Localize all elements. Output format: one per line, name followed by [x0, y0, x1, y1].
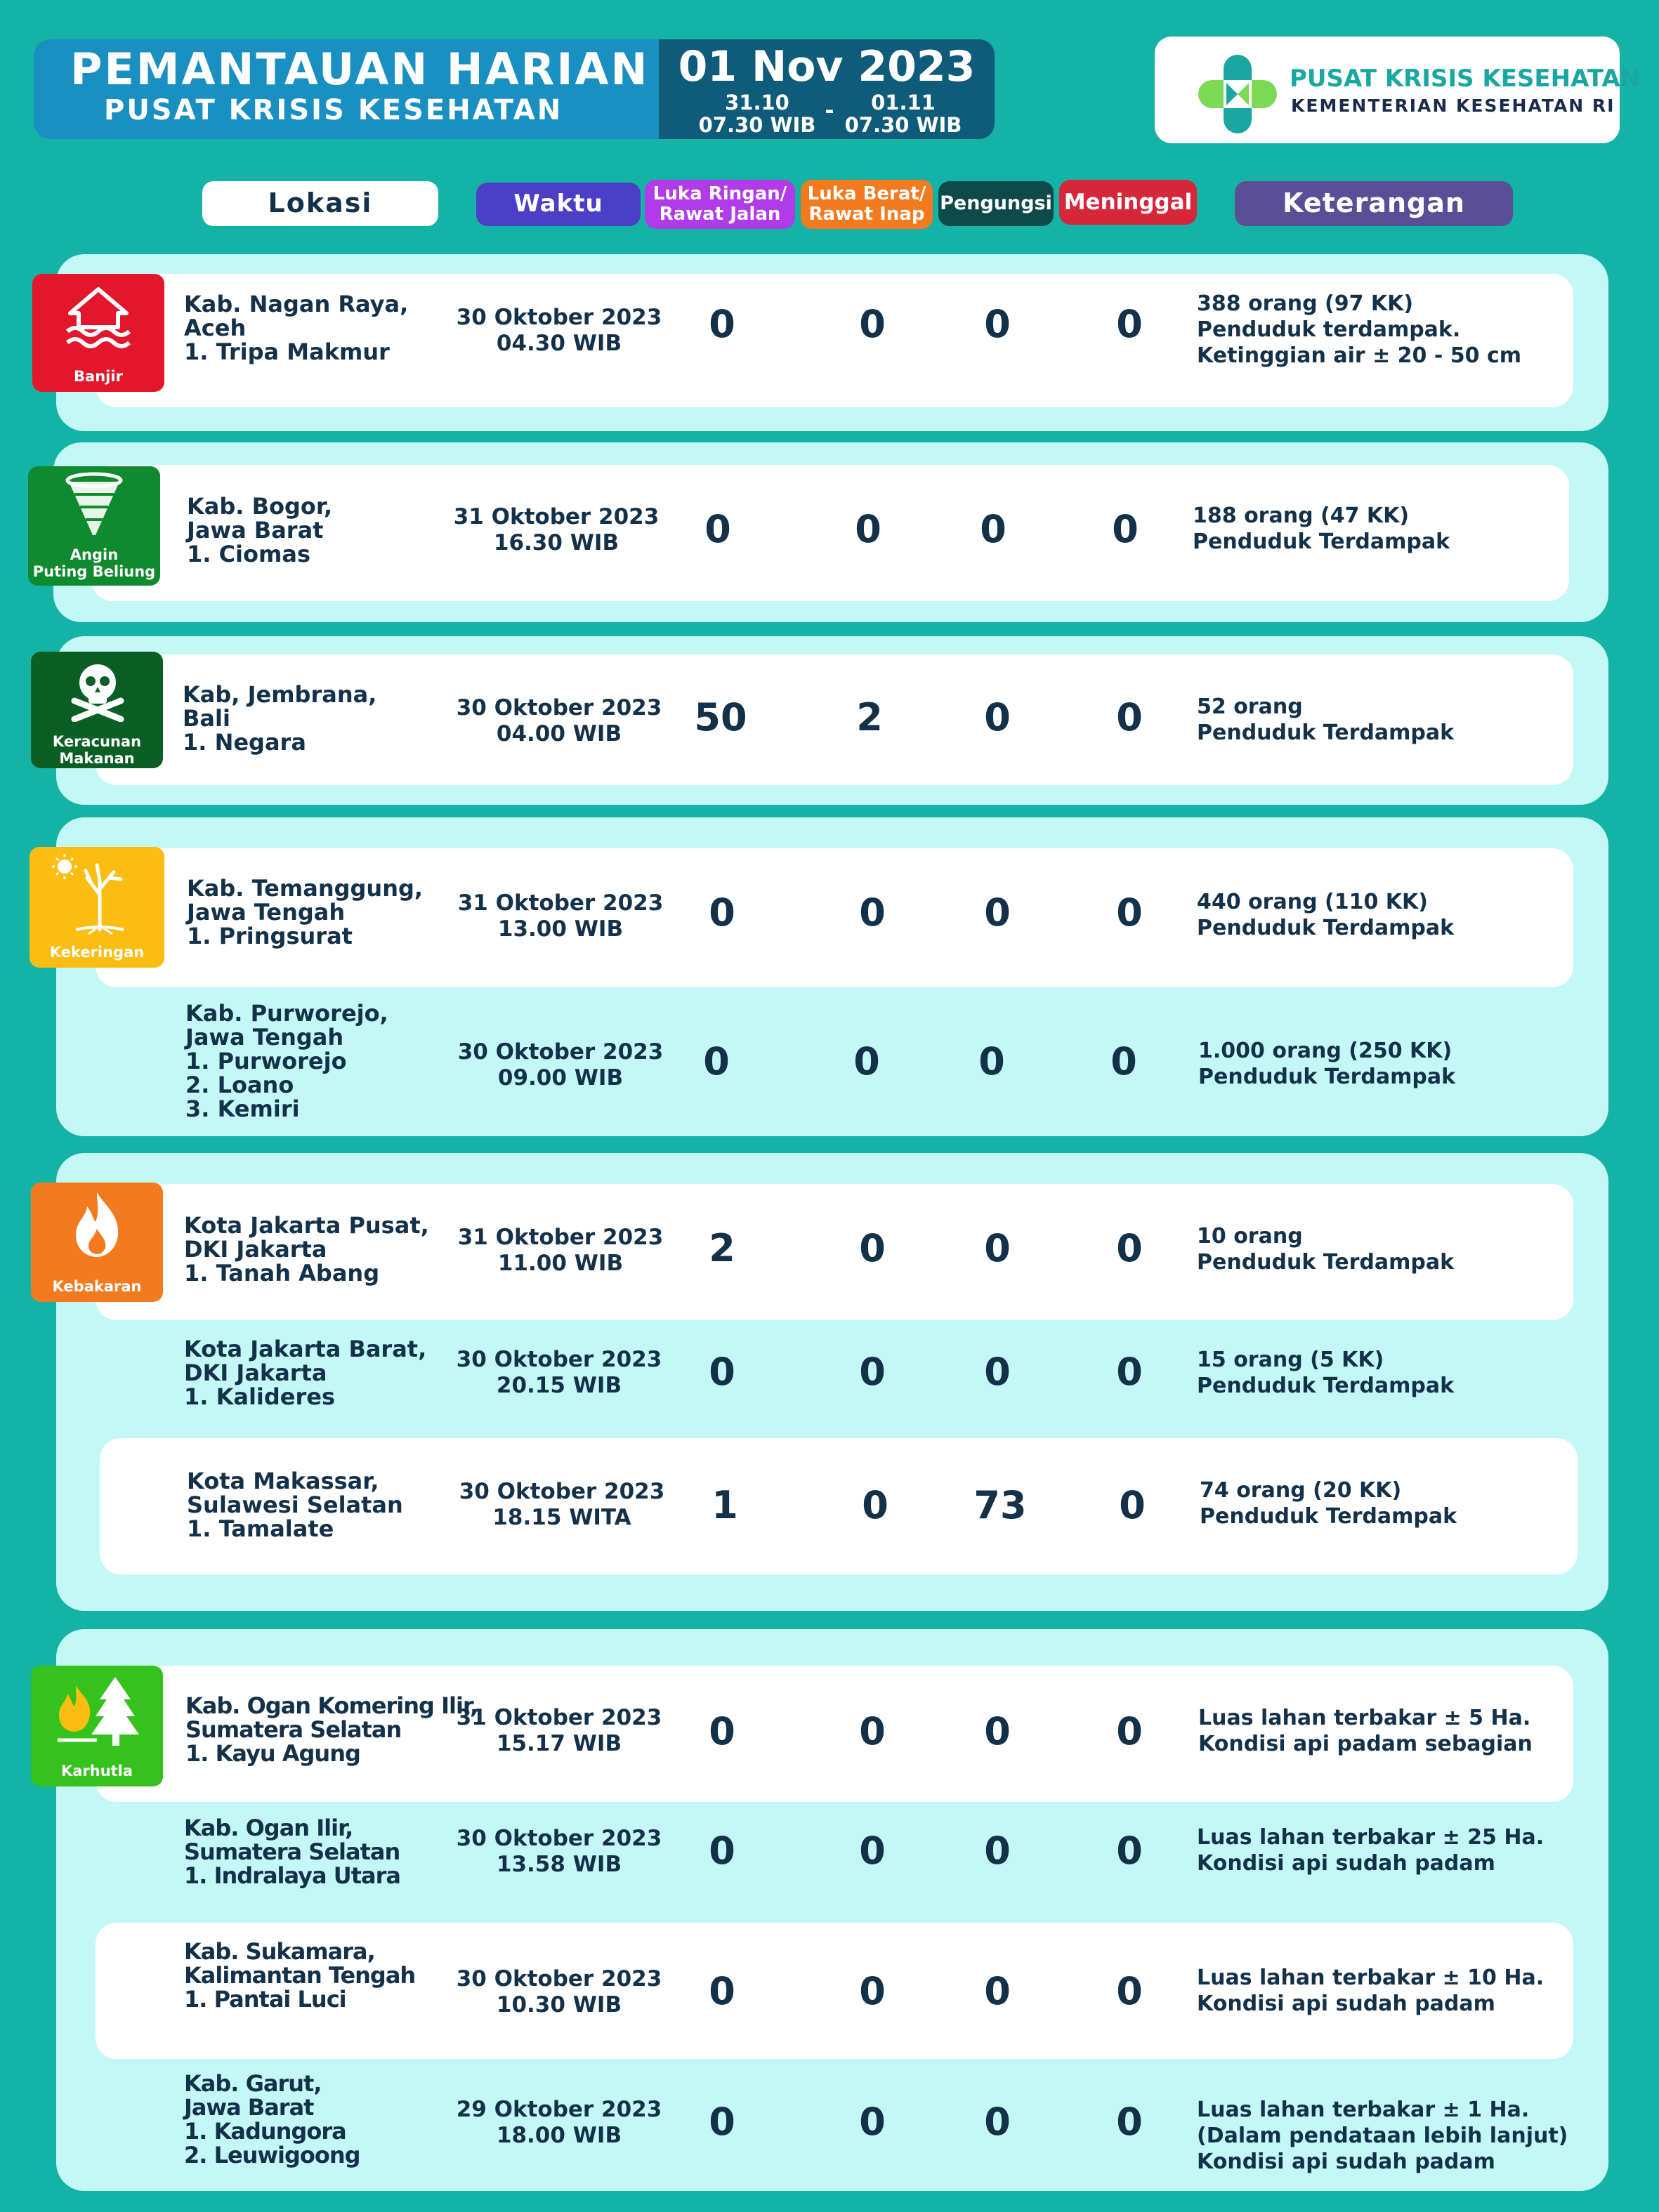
col-header-lokasi: Lokasi [202, 181, 438, 226]
row-meninggal: 0 [1116, 1709, 1143, 1753]
row-luka-ringan: 0 [709, 1969, 735, 2013]
title-banner [34, 39, 659, 139]
date-banner [659, 39, 995, 139]
badge-keracunan [31, 652, 163, 768]
badge-karhutla [31, 1666, 163, 1786]
row-luka-berat: 0 [859, 1226, 886, 1270]
col-header-keterangan: Keterangan [1235, 181, 1513, 226]
row-luka-berat: 0 [859, 2100, 886, 2144]
row-keterangan: 188 orang (47 KK) Penduduk Terdampak [1193, 503, 1450, 554]
row-luka-ringan: 1 [712, 1483, 738, 1527]
badge-label: Angin Puting Beliung [32, 546, 156, 580]
row-luka-berat: 2 [856, 695, 883, 739]
row-time: 30 Oktober 2023 20.15 WIB [456, 1347, 662, 1398]
row-keterangan: Luas lahan terbakar ± 10 Ha. Kondisi api sudah padam [1197, 1966, 1545, 2016]
row-luka-ringan: 0 [709, 1350, 735, 1394]
badge-label: Kekeringan [49, 944, 145, 961]
badge-label: Kebakaran [52, 1278, 142, 1295]
logo-box [1155, 37, 1641, 143]
row-location: Kota Jakarta Pusat, DKI Jakarta 1. Tanah Abang [184, 1212, 429, 1286]
row-luka-ringan: 0 [709, 2100, 735, 2144]
poison-skull-icon [66, 659, 129, 722]
row-luka-berat: 0 [859, 302, 886, 346]
row-location: Kab. Sukamara, Kalimantan Tengah 1. Pantai Luci [184, 1938, 416, 2013]
fire-icon [69, 1190, 125, 1260]
row-meninggal: 0 [1116, 2100, 1143, 2144]
col-header-pengungsi: Pengungsi [938, 181, 1054, 226]
row-time: 30 Oktober 2023 09.00 WIB [457, 1039, 664, 1091]
drought-tree-icon [51, 852, 142, 935]
row-keterangan: 15 orang (5 KK) Penduduk Terdampak [1197, 1348, 1455, 1398]
row-luka-ringan: 0 [709, 302, 735, 346]
row-time: 30 Oktober 2023 10.30 WIB [456, 1966, 662, 2017]
row-pengungsi: 0 [984, 890, 1011, 935]
row-luka-ringan: 2 [709, 1226, 735, 1270]
row-keterangan: 440 orang (110 KK) Penduduk Terdampak [1197, 890, 1455, 940]
logo-subtitle: KEMENTERIAN KESEHATAN RI [1291, 96, 1615, 116]
badge-kekeringan [29, 847, 164, 968]
row-meninggal: 0 [1116, 1829, 1143, 1873]
row-keterangan: Luas lahan terbakar ± 25 Ha. Kondisi api sudah padam [1197, 1825, 1545, 1876]
row-location: Kab. Nagan Raya, Aceh 1. Tripa Makmur [184, 291, 409, 365]
row-meninggal: 0 [1119, 1483, 1146, 1527]
row-luka-berat: 0 [859, 1350, 886, 1394]
row-luka-berat: 0 [859, 1829, 886, 1873]
row-luka-ringan: 0 [703, 1039, 730, 1084]
page-subtitle: PUSAT KRISIS KESEHATAN [104, 94, 563, 126]
col-header-luka-ringan: Luka Ringan/ Rawat Jalan [645, 180, 795, 229]
row-meninggal: 0 [1110, 1039, 1137, 1084]
row-location: Kab. Temanggung, Jawa Tengah 1. Pringsurat [187, 875, 424, 949]
badge-label: Keracunan Makanan [52, 733, 142, 767]
row-keterangan: 1.000 orang (250 KK) Penduduk Terdampak [1198, 1039, 1456, 1089]
row-pengungsi: 0 [984, 1829, 1011, 1873]
row-location: Kab. Purworejo, Jawa Tengah 1. Purworejo 2. Loano 3. Kemiri [185, 1000, 388, 1122]
row-luka-ringan: 50 [694, 695, 747, 739]
row-location: Kab. Garut, Jawa Barat 1. Kadungora 2. Leuwigoong [184, 2070, 360, 2168]
row-pengungsi: 0 [984, 302, 1011, 346]
forest-fire-icon [55, 1673, 142, 1749]
row-meninggal: 0 [1116, 1350, 1143, 1394]
row-time: 30 Oktober 2023 13.58 WIB [456, 1826, 662, 1877]
row-keterangan: 388 orang (97 KK) Penduduk terdampak. Ketinggian air ± 20 - 50 cm [1197, 291, 1521, 368]
row-luka-berat: 0 [853, 1039, 880, 1084]
row-keterangan: Luas lahan terbakar ± 5 Ha. Kondisi api padam sebagian [1198, 1706, 1533, 1756]
row-location: Kab, Jembrana, Bali 1. Negara [183, 681, 377, 756]
row-pengungsi: 0 [978, 1039, 1005, 1084]
row-pengungsi: 0 [984, 1969, 1011, 2013]
range-from: 31.10 07.30 WIB [698, 91, 816, 137]
row-pengungsi: 0 [980, 507, 1006, 551]
row-meninggal: 0 [1112, 507, 1139, 551]
row-location: Kab. Bogor, Jawa Barat 1. Ciomas [187, 493, 333, 567]
row-pengungsi: 0 [984, 1226, 1011, 1270]
row-time: 31 Oktober 2023 15.17 WIB [456, 1705, 662, 1756]
row-location: Kab. Ogan Komering Ilir, Sumatera Selatan 1. Kayu Agung [185, 1692, 478, 1767]
badge-kebakaran [31, 1183, 163, 1302]
badge-label: Karhutla [60, 1763, 133, 1779]
row-time: 31 Oktober 2023 13.00 WIB [457, 890, 664, 942]
row-time: 31 Oktober 2023 11.00 WIB [457, 1225, 664, 1276]
row-luka-berat: 0 [859, 1969, 886, 2013]
report-date: 01 Nov 2023 [678, 42, 976, 91]
row-time: 30 Oktober 2023 18.15 WITA [459, 1479, 665, 1530]
row-meninggal: 0 [1116, 302, 1143, 346]
row-luka-berat: 0 [859, 1709, 886, 1753]
col-header-luka-berat: Luka Berat/ Rawat Inap [801, 180, 933, 229]
row-pengungsi: 0 [984, 1350, 1011, 1394]
row-luka-berat: 0 [862, 1483, 888, 1527]
row-meninggal: 0 [1116, 1226, 1143, 1270]
badge-banjir [32, 274, 164, 392]
badge-angin [28, 466, 160, 586]
range-to: 01.11 07.30 WIB [844, 91, 962, 137]
col-header-meninggal: Meninggal [1059, 180, 1197, 225]
row-keterangan: 10 orang Penduduk Terdampak [1197, 1224, 1455, 1275]
row-pengungsi: 0 [984, 2100, 1011, 2144]
row-pengungsi: 0 [984, 1709, 1011, 1753]
logo-title: PUSAT KRISIS KESEHATAN [1290, 65, 1641, 93]
col-header-waktu: Waktu [476, 183, 641, 226]
row-keterangan: 74 orang (20 KK) Penduduk Terdampak [1200, 1478, 1457, 1529]
row-luka-berat: 0 [859, 890, 886, 935]
row-pengungsi: 73 [973, 1483, 1027, 1527]
row-time: 29 Oktober 2023 18.00 WIB [456, 2097, 662, 2148]
row-time: 31 Oktober 2023 16.30 WIB [453, 504, 660, 555]
row-location: Kab. Ogan Ilir, Sumatera Selatan 1. Indralaya Utara [184, 1815, 400, 1889]
flood-icon [65, 284, 132, 351]
row-time: 30 Oktober 2023 04.30 WIB [456, 305, 662, 356]
row-pengungsi: 0 [984, 695, 1011, 739]
row-luka-ringan: 0 [709, 1709, 735, 1753]
row-luka-ringan: 0 [704, 507, 731, 551]
page-title: PEMANTAUAN HARIAN [70, 44, 650, 95]
row-luka-berat: 0 [855, 507, 881, 551]
range-dash: - [825, 97, 834, 124]
row-keterangan: 52 orang Penduduk Terdampak [1197, 694, 1455, 745]
row-luka-ringan: 0 [709, 1829, 735, 1873]
row-keterangan: Luas lahan terbakar ± 1 Ha. (Dalam pendataan lebih lanjut) Kondisi api sudah padam [1197, 2098, 1568, 2174]
row-location: Kota Makassar, Sulawesi Selatan 1. Tamalate [187, 1468, 403, 1542]
badge-label: Banjir [74, 368, 123, 385]
row-luka-ringan: 0 [709, 890, 735, 935]
row-time: 30 Oktober 2023 04.00 WIB [456, 695, 662, 746]
row-meninggal: 0 [1116, 1969, 1143, 2013]
row-meninggal: 0 [1116, 890, 1143, 935]
tornado-icon [65, 472, 124, 542]
row-meninggal: 0 [1116, 695, 1143, 739]
row-location: Kota Jakarta Barat, DKI Jakarta 1. Kalideres [184, 1336, 427, 1410]
pkk-logo-icon [1195, 52, 1280, 136]
